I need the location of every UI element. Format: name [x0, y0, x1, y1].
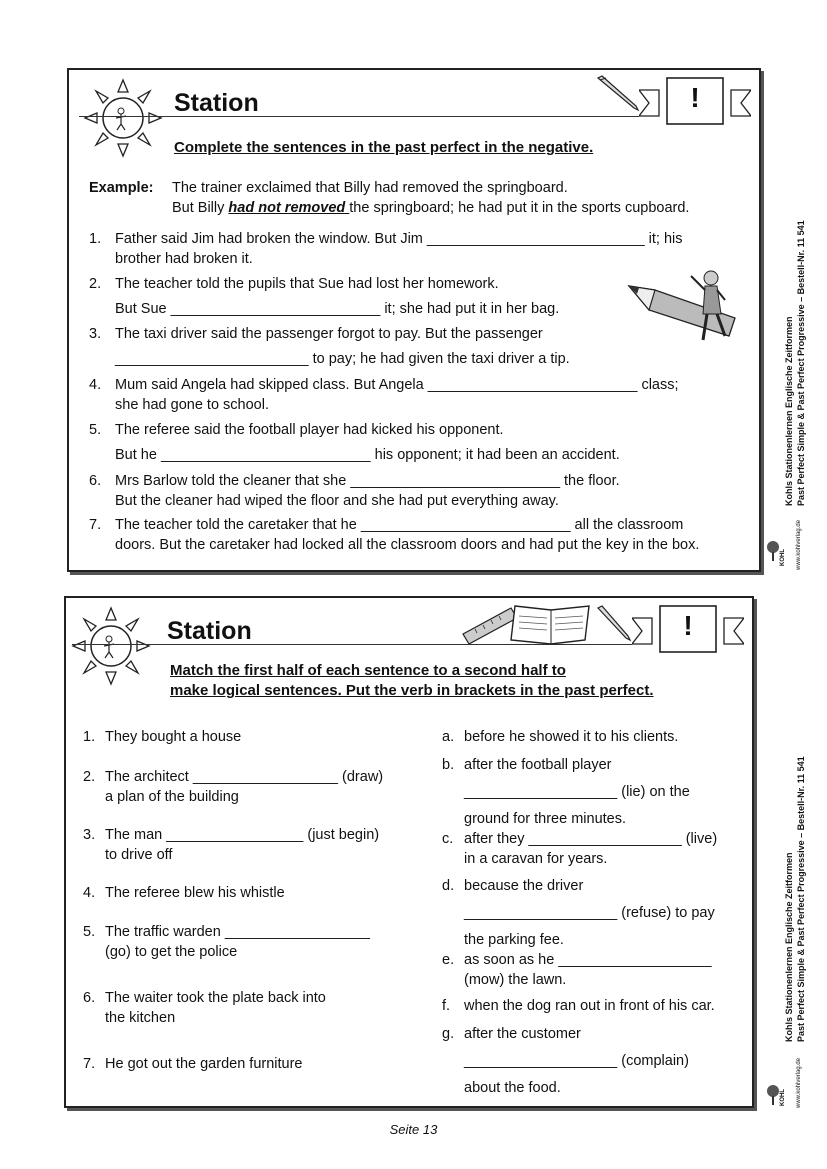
item-text-line: ___________________ (refuse) to pay [464, 905, 715, 921]
item-number: b. [442, 757, 455, 773]
item-text-line: doors. But the caretaker had locked all the classroom doors and had put the key in the box. [115, 537, 700, 553]
item-number: 7. [83, 1056, 96, 1072]
item-text-line: Father said Jim had broken the window. But Jim ___________________________ it; his [115, 231, 683, 247]
item-number: f. [442, 998, 451, 1014]
item-text-line: after they ___________________ (live) [464, 831, 718, 847]
item-text-line: The teacher told the caretaker that he __________________________ all the classroom [115, 517, 684, 533]
station-card-1 [67, 68, 761, 572]
title-rule [79, 116, 639, 117]
sidebar-line-2: Past Perfect Simple & Past Perfect Progressive – Bestell-Nr. 11 541 [796, 756, 806, 1042]
item-text-line: ________________________ to pay; he had given the taxi driver a tip. [115, 351, 570, 367]
item-text-line: when the dog ran out in front of his car. [464, 998, 715, 1014]
instruction: Complete the sentences in the past perfect in the negative. [174, 139, 594, 156]
item-text-line: about the food. [464, 1080, 561, 1096]
item-text-line: a plan of the building [105, 789, 239, 805]
example-label: Example: [89, 180, 154, 196]
item-text-line: The referee blew his whistle [105, 885, 285, 901]
item-text-line: But he __________________________ his opponent; it had been an accident. [115, 447, 620, 463]
item-number: g. [442, 1026, 455, 1042]
page-number: Seite 13 [389, 1122, 438, 1137]
sidebar-line-2: Past Perfect Simple & Past Perfect Progressive – Bestell-Nr. 11 541 [796, 220, 806, 506]
item-number: d. [442, 878, 455, 894]
item-number: 4. [89, 377, 102, 393]
item-number: 4. [83, 885, 96, 901]
item-text-line: brother had broken it. [115, 251, 253, 267]
item-text-line: after the football player [464, 757, 612, 773]
item-number: a. [442, 729, 455, 745]
notebook-icon [509, 602, 595, 646]
item-text-line: The teacher told the pupils that Sue had lost her homework. [115, 276, 499, 292]
sidebar-line-1: Kohls Stationenlernen Englische Zeitformen [784, 852, 794, 1042]
item-number: 1. [89, 231, 102, 247]
banner-exclamation: ! [683, 610, 693, 641]
item-text-line: Mum said Angela had skipped class. But Angela __________________________ class; [115, 377, 679, 393]
item-text-line: He got out the garden furniture [105, 1056, 303, 1072]
item-text-line: But the cleaner had wiped the floor and she had put everything away. [115, 493, 559, 509]
item-text-line: (mow) the lawn. [464, 972, 567, 988]
publisher-logo: KOHL [780, 549, 786, 566]
sun-icon [71, 606, 155, 690]
station-title: Station [167, 617, 252, 645]
item-number: 3. [89, 326, 102, 342]
sidebar-1 [766, 190, 826, 590]
instruction-line-1: Match the first half of each sentence to a second half to [170, 662, 566, 679]
example-answer: had not removed [228, 200, 350, 216]
item-text-line: ground for three minutes. [464, 811, 627, 827]
publisher-logo: KOHL [780, 1089, 786, 1106]
item-text-line: The architect __________________ (draw) [105, 769, 384, 785]
item-text-line: (go) to get the police [105, 944, 238, 960]
tree-icon [766, 1084, 780, 1106]
item-text-line: in a caravan for years. [464, 851, 608, 867]
sidebar-line-1: Kohls Stationenlernen Englische Zeitformen [784, 316, 794, 506]
tree-icon [766, 540, 780, 562]
item-text-line: after the customer [464, 1026, 581, 1042]
publisher-website: www.kohlverlag.de [796, 519, 802, 570]
item-number: e. [442, 952, 455, 968]
item-text-line: ___________________ (lie) on the [464, 784, 690, 800]
item-text-line: the kitchen [105, 1010, 176, 1026]
item-text-line: to drive off [105, 847, 173, 863]
pen-icon [594, 604, 634, 644]
item-number: 2. [89, 276, 102, 292]
item-number: 5. [89, 422, 102, 438]
item-text-line: The waiter took the plate back into [105, 990, 326, 1006]
item-text-line: ___________________ (complain) [464, 1053, 689, 1069]
item-number: 6. [89, 473, 102, 489]
sun-icon [83, 78, 167, 162]
item-text-line: The referee said the football player had kicked his opponent. [115, 422, 504, 438]
item-text-line: before he showed it to his clients. [464, 729, 679, 745]
item-number: c. [442, 831, 454, 847]
banner-exclamation: ! [690, 82, 700, 113]
item-text-line: because the driver [464, 878, 584, 894]
example-line-2: But Billy had not removed the springboard; he had put it in the sports cupboard. [172, 200, 690, 216]
item-text-line: They bought a house [105, 729, 242, 745]
sidebar-2 [766, 710, 826, 1110]
example-line-1: The trainer exclaimed that Billy had removed the springboard. [172, 180, 568, 196]
publisher-website: www.kohlverlag.de [796, 1057, 802, 1108]
station-card-2 [64, 596, 754, 1108]
item-number: 2. [83, 769, 96, 785]
item-text-line: But Sue __________________________ it; she had put it in her bag. [115, 301, 560, 317]
item-text-line: Mrs Barlow told the cleaner that she __________________________ the floor. [115, 473, 620, 489]
pencil-rider-icon [625, 266, 741, 348]
item-text-line: The taxi driver said the passenger forgot to pay. But the passenger [115, 326, 543, 342]
item-text-line: she had gone to school. [115, 397, 269, 413]
item-number: 3. [83, 827, 96, 843]
station-title: Station [174, 89, 259, 117]
item-text-line: the parking fee. [464, 932, 564, 948]
item-number: 5. [83, 924, 96, 940]
item-number: 7. [89, 517, 102, 533]
item-text-line: as soon as he ___________________ [464, 952, 712, 968]
pen-icon [594, 74, 644, 114]
item-text-line: The man _________________ (just begin) [105, 827, 380, 843]
item-number: 6. [83, 990, 96, 1006]
item-text-line: The traffic warden __________________ [105, 924, 370, 940]
instruction-line-2: make logical sentences. Put the verb in brackets in the past perfect. [170, 682, 654, 699]
item-number: 1. [83, 729, 96, 745]
